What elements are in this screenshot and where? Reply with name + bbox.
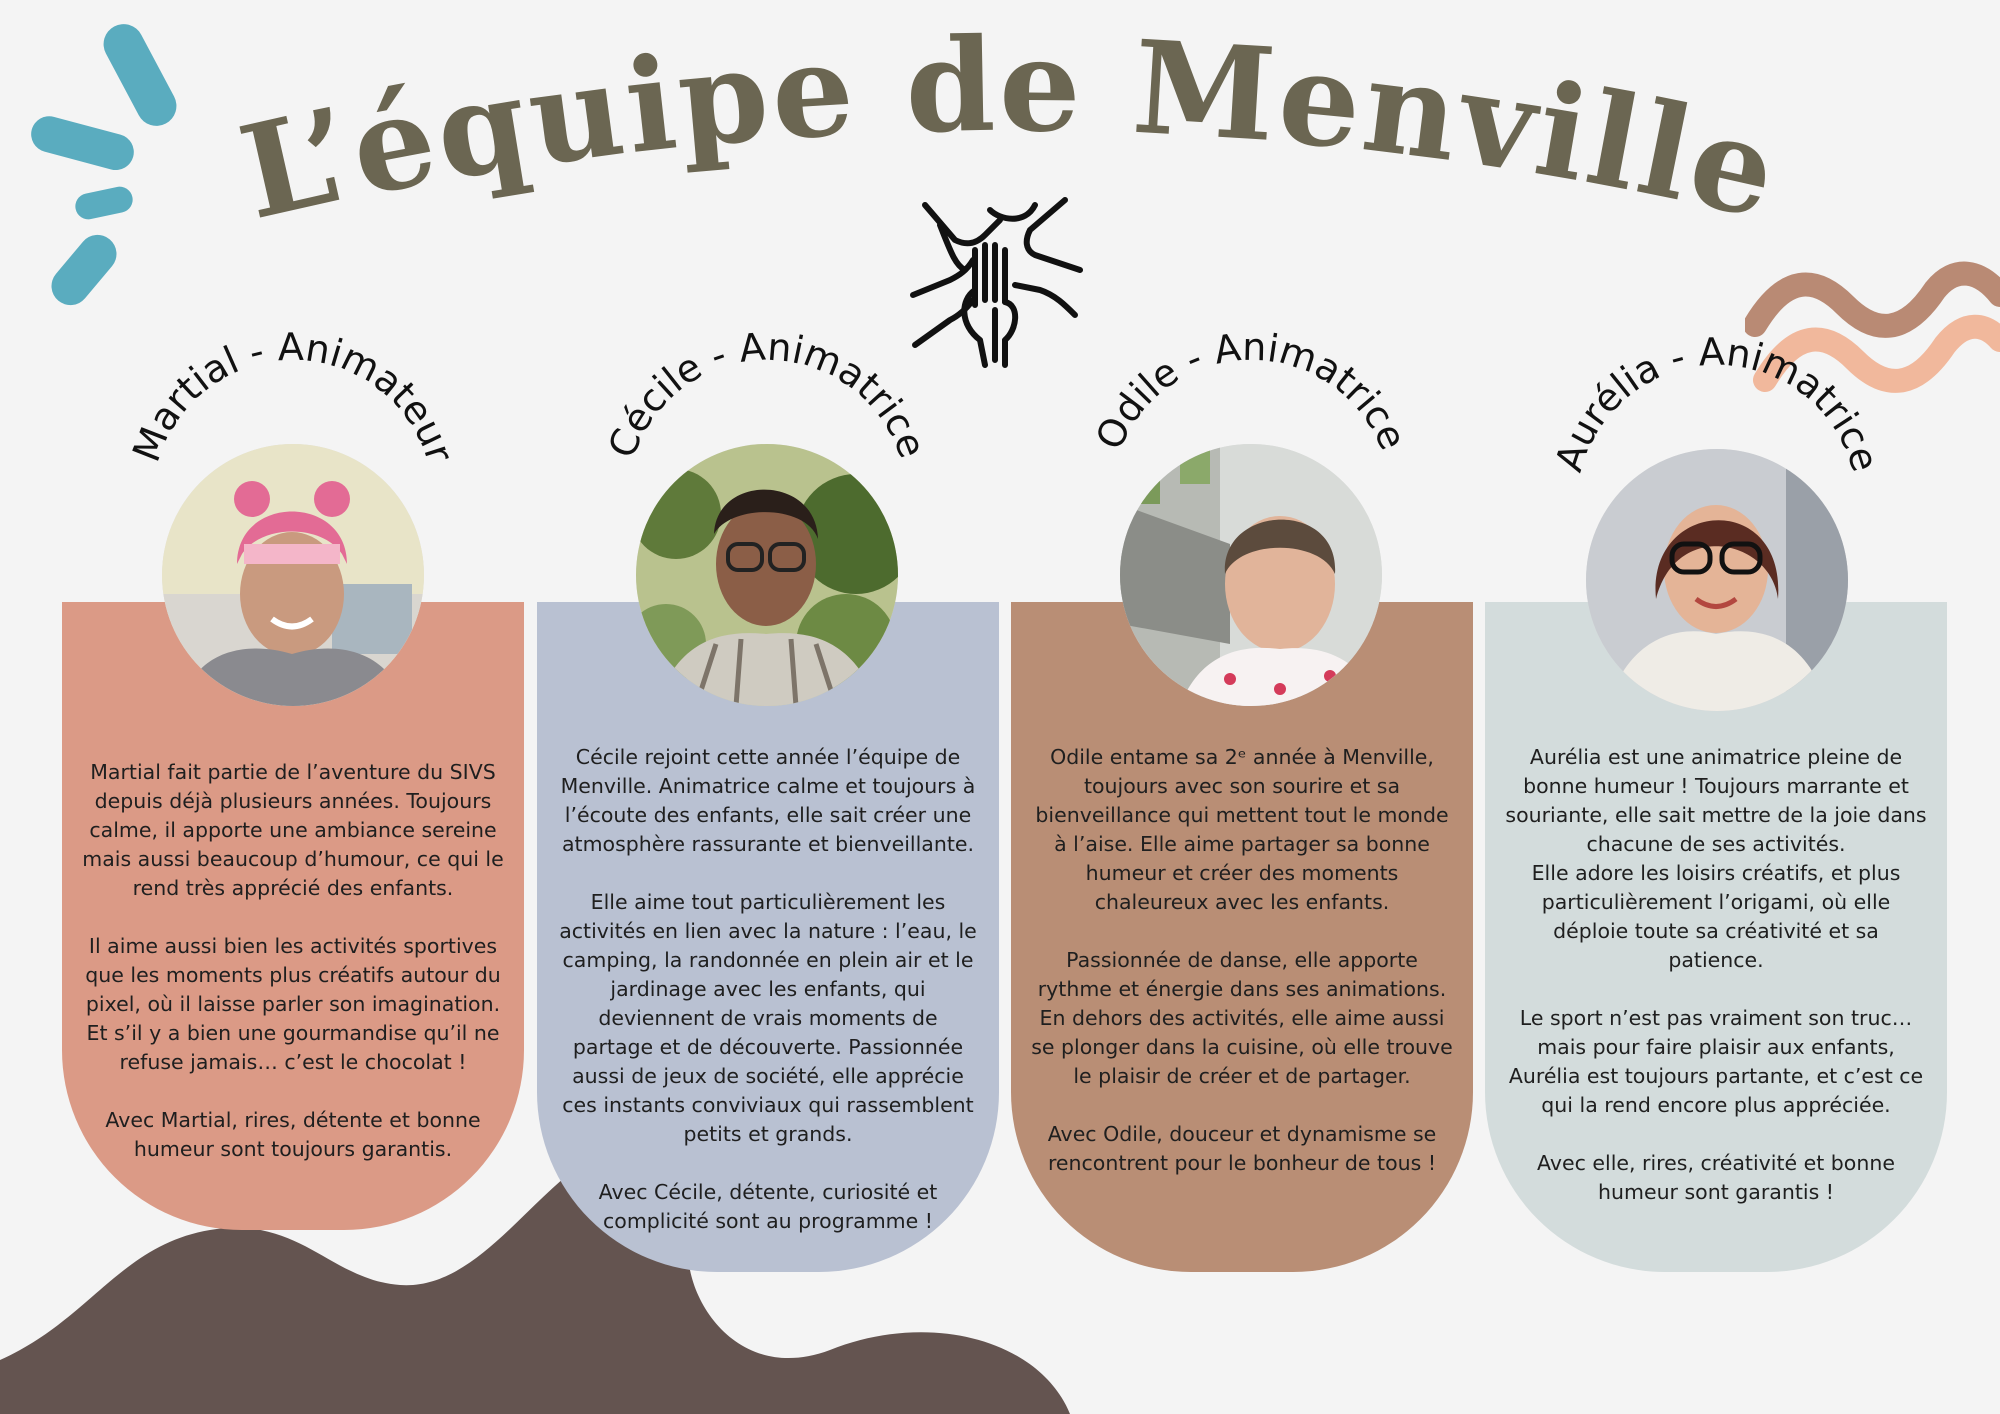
card-name: Martial - Animateur bbox=[124, 324, 462, 468]
splash-decoration bbox=[20, 10, 190, 310]
card-name: Odile - Animatrice bbox=[1087, 324, 1415, 457]
name-arc-martial bbox=[113, 324, 473, 560]
team-hands-icon bbox=[905, 190, 1085, 370]
page-title-text: L’équipe de Menville bbox=[227, 10, 1792, 250]
card-name: Aurélia - Animatrice bbox=[1546, 329, 1888, 477]
card-description: Aurélia est une animatrice pleine de bonne humeur ! Toujours marrante et souriante, elle sait mettre de la joie dans chacune de ses activités. Elle adore les loisirs créatifs, et plus particulièrement l’origami, où elle déploie toute sa créativité et sa patience. Le sport n’est pas vraiment son truc… mais pour faire plaisir aux enfants, Aurélia est toujours partante, et c’est ce qui la rend encore plus appréciée. Avec elle, rires, créativité et bonne humeur sont garantis ! bbox=[1505, 745, 1927, 1204]
card-name: Cécile - Animatrice bbox=[599, 324, 935, 464]
card-description: Martial fait partie de l’aventure du SIVS depuis déjà plusieurs années. Toujours calme, il apporte une ambiance sereine mais aussi beaucoup d’humour, ce qui le rend très apprécié des enfants. Il aime aussi bien les activités sportives que les moments plus créatifs autour du pixel, où il laisse parler son imagination. Et s’il y a bien une gourmandise qu’il ne refuse jamais… c’est le chocolat ! Avec Martial, rires, détente et bonne humeur sont toujours garantis. bbox=[82, 760, 504, 1161]
name-arc-aurelia bbox=[1537, 329, 1897, 565]
card-description: Odile entame sa 2ᵉ année à Menville, toujours avec son sourire et sa bienveillance qui mettent tout le monde à l’aise. Elle aime partager sa bonne humeur et créer des moments chaleureux avec les enfants. Passionnée de danse, elle apporte rythme et énergie dans ses animations. En dehors des activités, elle aime aussi se plonger dans la cuisine, où elle trouve le plaisir de créer et de partager. Avec Odile, douceur et dynamisme se rencontrent pour le bonheur de tous ! bbox=[1031, 745, 1453, 1175]
name-arc-odile bbox=[1071, 324, 1431, 560]
name-arc-cecile bbox=[587, 324, 947, 560]
card-description: Cécile rejoint cette année l’équipe de Menville. Animatrice calme et toujours à l’écoute des enfants, elle sait créer une atmosphère rassurante et bienveillante. Elle aime tout particulièrement les activités en lien avec la nature : l’eau, le camping, la randonnée en plein air et le jardinage avec les enfants, qui deviennent de vrais moments de partage et de découverte. Passionnée aussi de jeux de société, elle apprécie ces instants conviviaux qui rassemblent petits et grands. Avec Cécile, détente, curiosité et complicité sont au programme ! bbox=[559, 745, 977, 1233]
